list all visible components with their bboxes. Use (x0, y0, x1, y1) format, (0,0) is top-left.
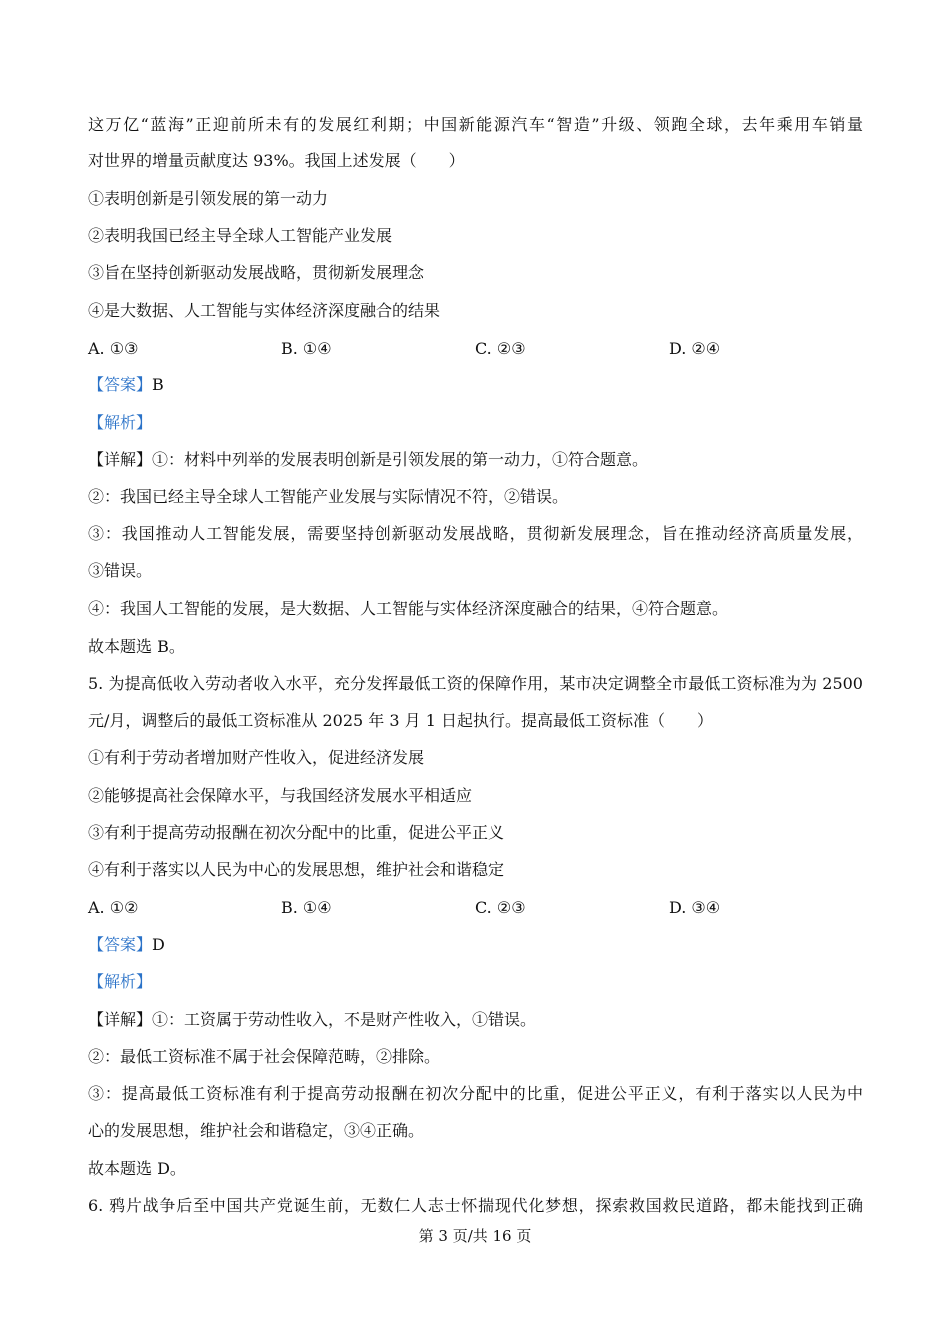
q4-item-2: ②表明我国已经主导全球人工智能产业发展 (88, 226, 393, 245)
q5-detail-3b: 心的发展思想，维护社会和谐稳定，③④正确。 (88, 1121, 425, 1140)
q5-analysis-heading (88, 971, 152, 993)
q5-conclusion: 故本题选 D。 (88, 1159, 186, 1178)
q4-answer (88, 374, 164, 396)
q4-detail-1 (88, 449, 648, 471)
q4-stem-line-1: 这万亿“蓝海”正迎前所未有的发展红利期；中国新能源汽车“智造”升级、领跑全球，去年乘用车销量 (88, 115, 863, 134)
q4-conclusion: 故本题选 B。 (88, 637, 185, 656)
answer-value: D (152, 935, 165, 954)
q5-item-4: ④有利于落实以人民为中心的发展思想，维护社会和谐稳定 (88, 860, 505, 879)
q5-item-2: ②能够提高社会保障水平，与我国经济发展水平相适应 (88, 786, 473, 805)
q5-item-1: ①有利于劳动者增加财产性收入，促进经济发展 (88, 748, 425, 767)
q4-item-1: ①表明创新是引领发展的第一动力 (88, 189, 329, 208)
q6-stem-line-1: 6. 鸦片战争后至中国共产党诞生前，无数仁人志士怀揣现代化梦想，探索救国救民道路，都未能找到正确 (88, 1196, 863, 1215)
q4-detail-3b: ③错误。 (88, 561, 153, 580)
q4-detail-3a: ③：我国推动人工智能发展，需要坚持创新驱动发展战略，贯彻新发展理念，旨在推动经济高质量发展， (88, 524, 863, 543)
q5-option-c: C. ②③ (475, 898, 526, 917)
detail-tag: 【详解】 (88, 1010, 153, 1029)
q4-option-b: B. ①④ (281, 339, 332, 358)
q4-detail-4: ④：我国人工智能的发展，是大数据、人工智能与实体经济深度融合的结果，④符合题意。 (88, 599, 729, 618)
q5-option-a: A. ①② (88, 898, 139, 917)
q4-option-a: A. ①③ (88, 339, 139, 358)
q4-item-3: ③旨在坚持创新驱动发展战略，贯彻新发展理念 (88, 263, 425, 282)
detail-text: ①：工资属于劳动性收入，不是财产性收入，①错误。 (152, 1010, 537, 1029)
q5-answer (88, 934, 165, 956)
q5-option-d: D. ③④ (669, 898, 721, 917)
q4-detail-2: ②：我国已经主导全球人工智能产业发展与实际情况不符，②错误。 (88, 487, 569, 506)
q5-item-3: ③有利于提高劳动报酬在初次分配中的比重，促进公平正义 (88, 823, 505, 842)
page-footer: 第 3 页/共 16 页 (418, 1227, 532, 1245)
q4-option-c: C. ②③ (475, 339, 526, 358)
answer-tag: 【答案】 (88, 935, 153, 954)
q5-detail-3a: ③：提高最低工资标准有利于提高劳动报酬在初次分配中的比重，促进公平正义，有利于落实以人民为中 (88, 1084, 863, 1103)
analysis-tag: 【解析】 (88, 972, 153, 991)
detail-text: ①：材料中列举的发展表明创新是引领发展的第一动力，①符合题意。 (152, 450, 649, 469)
analysis-tag: 【解析】 (88, 413, 153, 432)
q4-option-d: D. ②④ (669, 339, 721, 358)
answer-value: B (152, 375, 164, 394)
answer-tag: 【答案】 (88, 375, 153, 394)
detail-tag: 【详解】 (88, 450, 153, 469)
q5-stem-line-1: 5. 为提高低收入劳动者收入水平，充分发挥最低工资的保障作用，某市决定调整全市最低工资标准为为 2500 (88, 674, 863, 693)
q5-detail-2: ②：最低工资标准不属于社会保障范畴，②排除。 (88, 1047, 441, 1066)
q4-analysis-heading (88, 412, 152, 434)
q4-item-4: ④是大数据、人工智能与实体经济深度融合的结果 (88, 301, 441, 320)
q5-stem-line-2: 元/月，调整后的最低工资标准从 2025 年 3 月 1 日起执行。提高最低工资标准（ ） (88, 711, 713, 730)
q5-option-b: B. ①④ (281, 898, 332, 917)
q5-detail-1 (88, 1009, 536, 1031)
q4-stem-line-2: 对世界的增量贡献度达 93%。我国上述发展（ ） (88, 151, 465, 170)
